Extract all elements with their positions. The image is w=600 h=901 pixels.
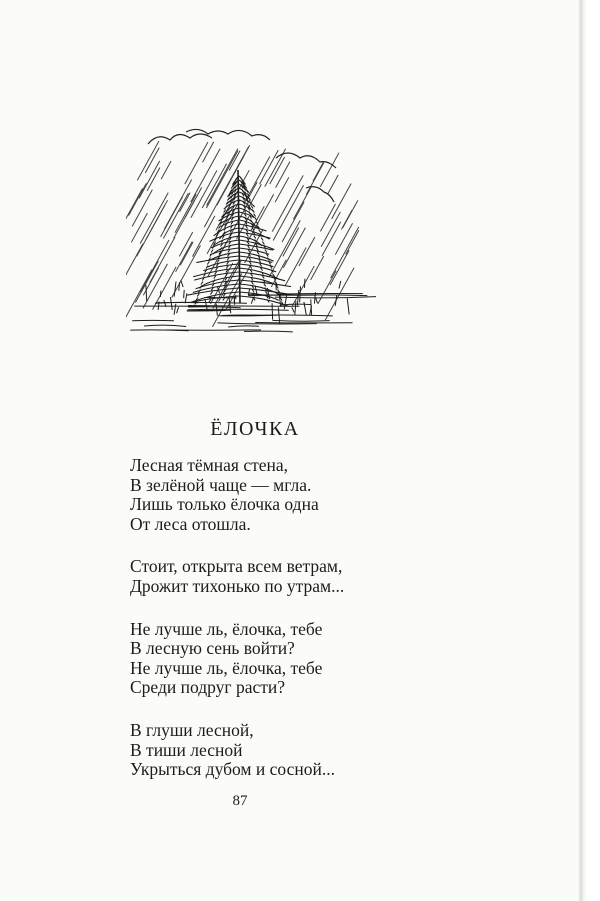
ground-stroke: [228, 326, 259, 327]
grass-stroke: [297, 290, 298, 305]
poem-line: Лесная тёмная стена,: [130, 455, 289, 475]
rain-stroke: [275, 177, 289, 202]
ground-stroke: [188, 305, 300, 306]
stanza-4: [130, 721, 510, 780]
fir-needle: [259, 260, 261, 263]
fir-needle: [259, 230, 261, 233]
ground-stroke: [155, 302, 198, 303]
poem-line: Не лучше ль, ёлочка, тебе: [130, 618, 323, 639]
fir-needle: [261, 238, 263, 241]
rain-stroke: [145, 148, 159, 173]
rain-stroke: [244, 156, 269, 202]
rain-stroke: [140, 240, 169, 292]
rain-stroke: [131, 213, 147, 242]
rain-stroke: [285, 248, 306, 286]
fir-needle: [210, 292, 212, 295]
fir-needle: [265, 250, 267, 253]
rain-stroke: [283, 227, 299, 256]
stanza-3: [130, 620, 510, 698]
grass-stroke: [174, 282, 176, 297]
fir-branch: [203, 264, 239, 271]
poem-body: [130, 456, 510, 803]
ground-stroke: [275, 297, 376, 298]
rain-stroke: [318, 271, 336, 304]
rain-stroke: [346, 230, 359, 254]
rain-stroke: [320, 153, 339, 187]
rain-stroke: [332, 183, 352, 219]
rain-stroke: [202, 164, 226, 208]
fir-needle: [266, 292, 268, 295]
grass-stroke: [177, 307, 179, 313]
rain-stroke: [132, 190, 152, 227]
rain-stroke: [335, 223, 352, 254]
fir-needle: [264, 284, 266, 287]
fir-needle: [252, 290, 254, 293]
rain-stroke: [330, 250, 349, 284]
rain-stroke: [273, 185, 303, 240]
fir-needle: [251, 206, 253, 209]
rain-stroke: [271, 260, 286, 287]
poem-line: В тиши лесной: [130, 739, 243, 760]
grass-stroke: [205, 299, 207, 310]
ground-stroke: [272, 320, 329, 321]
fir-branch: [239, 248, 269, 254]
grass-stroke: [347, 298, 349, 314]
rain-stroke: [143, 264, 167, 308]
grass-stroke: [292, 307, 294, 312]
grass-stroke: [185, 293, 187, 303]
grass-stroke: [300, 286, 301, 302]
rain-stroke: [126, 244, 143, 280]
grass-stroke: [251, 297, 253, 304]
poem-line: В зелёной чаще — мгла.: [130, 474, 312, 495]
rain-stroke: [276, 162, 290, 188]
ground-stroke: [244, 331, 293, 332]
grass-stroke: [295, 301, 296, 315]
grass-stroke: [316, 298, 318, 303]
rain-stroke: [192, 216, 214, 257]
ground-stroke: [187, 310, 230, 311]
poem-line: Укрыться дубом и сосной...: [130, 759, 335, 780]
page-edge: [578, 0, 600, 901]
fir-needle: [216, 268, 218, 271]
grass-stroke: [181, 280, 183, 287]
fir-needle: [260, 264, 262, 267]
stanza-1: [130, 456, 510, 534]
grass-stroke: [272, 303, 273, 319]
fir-needle: [256, 248, 258, 251]
rain-stroke: [328, 175, 338, 194]
fir-needle: [255, 218, 257, 221]
rain-stroke: [164, 179, 191, 229]
fir-tree-in-rain-illustration: [126, 118, 376, 340]
stanza-2: [130, 557, 510, 596]
grass-stroke: [339, 281, 341, 289]
fir-needle: [211, 250, 213, 253]
grass-stroke: [179, 282, 180, 291]
rain-stroke: [248, 184, 261, 208]
poem-line: Среди подруг расти?: [130, 677, 286, 698]
rain-stroke: [293, 187, 311, 219]
fir-needle: [206, 266, 208, 269]
fir-needle: [254, 214, 256, 217]
ground-stroke: [144, 325, 186, 326]
rain-stroke: [161, 161, 171, 179]
ground-stroke: [188, 307, 240, 308]
fir-needle: [257, 252, 259, 255]
ground-stroke: [130, 330, 188, 331]
fir-needle: [251, 282, 253, 285]
rain-stroke: [129, 183, 147, 215]
fir-branch: [210, 248, 239, 255]
fir-needle: [227, 258, 229, 261]
fir-needle: [207, 262, 209, 265]
poem-line: В глуши лесной,: [130, 719, 254, 740]
poem-line: Лишь только ёлочка одна: [130, 494, 319, 515]
rain-stroke: [320, 204, 335, 231]
fir-branch: [239, 256, 272, 262]
fir-needle: [248, 246, 250, 249]
fir-needle: [262, 242, 264, 245]
rain-stroke: [202, 142, 213, 162]
rain-stroke: [176, 242, 193, 272]
grass-stroke: [174, 304, 176, 315]
rain-stroke: [321, 212, 340, 247]
poem-line: От леса отошла.: [130, 513, 251, 534]
ground-stroke: [277, 293, 363, 294]
grass-stroke: [170, 297, 172, 310]
rain-stroke: [299, 237, 315, 266]
fir-needle: [252, 228, 254, 231]
fir-needle: [197, 294, 199, 297]
fir-needle: [254, 236, 256, 239]
fir-branch: [239, 284, 280, 295]
poem-title: ЁЛОЧКА: [210, 418, 300, 440]
poem-line: Стоит, открыта всем ветрам,: [130, 556, 343, 577]
rain-stroke: [313, 162, 324, 181]
page-number: 87: [232, 793, 248, 809]
rain-stroke: [139, 161, 160, 198]
rain-stroke: [331, 227, 359, 278]
rain-stroke: [147, 167, 160, 190]
poem-line: Дрожит тихонько по утрам...: [130, 575, 345, 596]
poem-line: В лесную сень войти?: [130, 638, 295, 659]
grass-stroke: [146, 285, 147, 301]
grass-stroke: [184, 290, 185, 298]
fir-needle: [201, 282, 203, 285]
poem-line: Не лучше ль, ёлочка, тебе: [130, 657, 323, 678]
rain-stroke: [207, 149, 238, 206]
